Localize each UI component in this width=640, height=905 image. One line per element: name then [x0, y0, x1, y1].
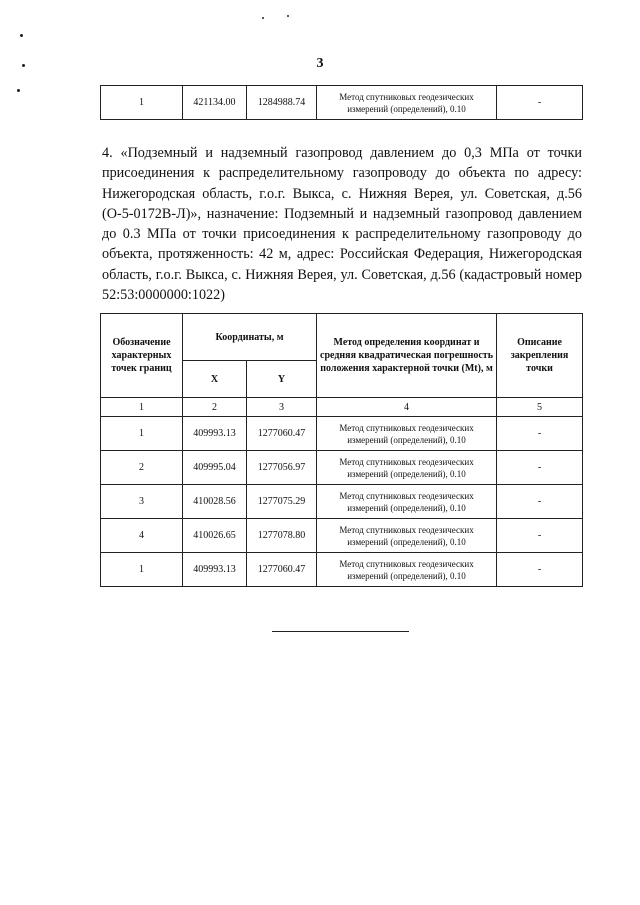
table-row	[101, 451, 583, 485]
method-header: Метод определения координат и средняя квадратическая погрешность положения характерной точки (Mt), м	[317, 314, 497, 398]
x-cell: 410026.65	[183, 519, 247, 553]
coordinates-header: Координаты, м	[183, 314, 317, 361]
point-cell: 3	[101, 485, 183, 519]
y-cell: 1277056.97	[247, 451, 317, 485]
header-row	[101, 314, 583, 361]
point-cell: 4	[101, 519, 183, 553]
scan-mark	[262, 17, 264, 19]
method-line: Метод спутниковых геодезических	[339, 422, 474, 433]
method-line: измерений (определений), 0.10	[347, 570, 466, 581]
end-separator-line	[272, 631, 409, 632]
previous-coordinates-table	[100, 85, 583, 120]
column-numbers-row	[101, 398, 583, 417]
description-cell: -	[497, 451, 583, 485]
description-cell: -	[497, 86, 583, 120]
method-line: Метод спутниковых геодезических	[339, 456, 474, 467]
column-number: 4	[317, 398, 497, 417]
x-cell: 409995.04	[183, 451, 247, 485]
method-line: Метод спутниковых геодезических	[339, 91, 474, 102]
x-cell: 409993.13	[183, 417, 247, 451]
x-cell: 410028.56	[183, 485, 247, 519]
method-line: измерений (определений), 0.10	[347, 468, 466, 479]
coordinates-table	[100, 313, 583, 587]
x-cell: 421134.00	[183, 86, 247, 120]
scan-mark	[20, 34, 23, 37]
method-cell	[317, 553, 497, 587]
method-line: измерений (определений), 0.10	[347, 502, 466, 513]
page-number: 3	[316, 56, 324, 71]
description-cell: -	[497, 485, 583, 519]
x-cell: 409993.13	[183, 553, 247, 587]
point-cell: 2	[101, 451, 183, 485]
y-cell: 1277060.47	[247, 553, 317, 587]
scan-mark	[17, 89, 20, 92]
method-line: Метод спутниковых геодезических	[339, 558, 474, 569]
table-row	[101, 485, 583, 519]
description-cell: -	[497, 553, 583, 587]
scan-mark	[287, 15, 289, 17]
column-number: 1	[101, 398, 183, 417]
method-cell	[317, 86, 497, 120]
y-cell: 1277078.80	[247, 519, 317, 553]
method-line: измерений (определений), 0.10	[347, 103, 466, 114]
y-header: Y	[247, 361, 317, 398]
y-cell: 1277075.29	[247, 485, 317, 519]
method-line: измерений (определений), 0.10	[347, 536, 466, 547]
description-cell: -	[497, 519, 583, 553]
method-cell	[317, 417, 497, 451]
description-header: Описание закрепления точки	[497, 314, 583, 398]
y-cell: 1284988.74	[247, 86, 317, 120]
x-header: X	[183, 361, 247, 398]
column-number: 3	[247, 398, 317, 417]
table-row	[101, 553, 583, 587]
point-cell: 1	[101, 553, 183, 587]
method-cell	[317, 451, 497, 485]
point-designation-header: Обозначение характерных точек границ	[101, 314, 183, 398]
method-cell	[317, 519, 497, 553]
method-cell	[317, 485, 497, 519]
table-row	[101, 519, 583, 553]
method-line: Метод спутниковых геодезических	[339, 490, 474, 501]
column-number: 5	[497, 398, 583, 417]
section-4-text: 4. «Подземный и надземный газопровод давлением до 0,3 МПа от точки присоединения к распределительному газопроводу до объекта по адресу: Нижегородская область, г.о.г. Выкса, с. Нижняя Верея, ул. Советская, д.56 (О-5-0172В-Л)», назначение: Подземный и надземный газопровод давлением до 0.3 МПа от точки присоединения к распределительному газопроводу до объекта, протяженность: 42 м, адрес: Российская Федерация, Нижегородская область, г.о.г. Выкса, с. Нижняя Верея, ул. Советская, д.56 (кадастровый номер 52:53:0000000:1022)	[102, 145, 582, 304]
method-line: измерений (определений), 0.10	[347, 434, 466, 445]
column-number: 2	[183, 398, 247, 417]
table-row	[101, 417, 583, 451]
method-line: Метод спутниковых геодезических	[339, 524, 474, 535]
description-cell: -	[497, 417, 583, 451]
point-cell: 1	[101, 417, 183, 451]
y-cell: 1277060.47	[247, 417, 317, 451]
table-row	[101, 86, 583, 120]
point-cell: 1	[101, 86, 183, 120]
